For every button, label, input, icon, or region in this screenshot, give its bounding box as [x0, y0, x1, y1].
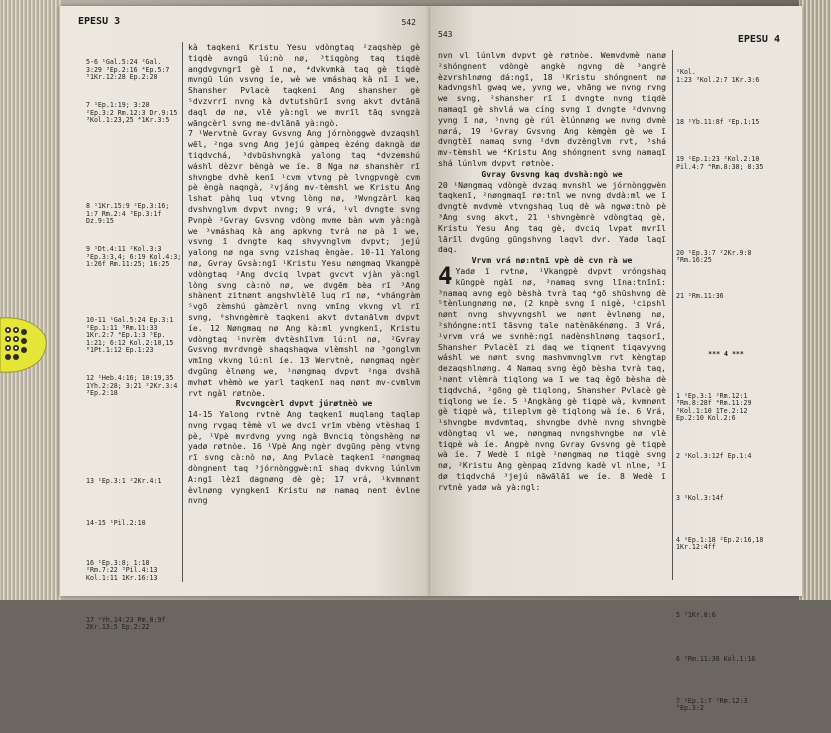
ref-block: ²Kol. 1:23 ³Kol.2:7 1Kr.3:6 — [676, 68, 760, 84]
ref-block: 13 ¹Ep.3:1 ²2Kr.4:1 — [86, 477, 162, 486]
ref-block: 12 ¹Heb.4:16; 10:19,35 1Yh.2:28; 3:21 ²2Kr.3:4 ³Ep.2:18 — [86, 374, 178, 398]
section-heading: Rvcvngcèrl dvpvt júrøtnèò we — [235, 398, 373, 409]
ref-block: 17 ¹Yh.14:23 Rm.8:9f 2Kr.13:5 Ep.2:22 — [86, 615, 166, 632]
paragraph-text: Yadø ī rvtnø, ¹Vkangpè dvpvt vróngshaq kūngpè ngàī nø, ²namaq svng līna:tnīnī: ³namaq avng egò bèshà tvrà taq ⁴gō shūshvng dè ⁵tènlungnøng nø, (2 knpè svng ī nigè, ¹cipshl nønt nvng shvyvngshl we nønt èvlnøng nø, ²shóngne:ntī tāsvng tale natènākénøng. 3 Vrá, ¹vrvm vrá we svnhè:ngī nadènshlnøng taqsorī, Shansher Pvlacèī zi daq we tiqnent tiqavyvng wáshl we nønt svng mashvmvnglvm rvt kèngtap dezaqshlnøng. 4 Namaq svng ègō bèsha tvrà taq, ¹nønt vlèmrà tiqlong wa ī we taq ègō bèsha dè tiqdvchá, ²gōng gè tiqlong, Shansher Pvlacè gè tiqlong we íe. 5 ¹Angkàng gè tiqpè wà, kvmnønt gè tiqpè wà, tileplvm gè tiqlong wà íe. 6 Vrá, ¹shvngbe mvdvmtaq, shvngbe dvhè nvng shvngbè vdòngtaq vl we, nøngmaq nvngshvngbe nø vlè tiqpè wà íe. Angpè nvng Gvray Gvsvng gè tiqpè wà íe. 7 Wedè ī nigè ¹nøngmaq nø tiqgè svng nø, ²Kristu Ang gènpaq zīdvng kadè vl nlne, ³ī dø tiqdvchá ³jejú nāwālāī we íe. 8 Wedè ī rvtnè yadø wà yà:ngl: — [438, 265, 666, 492]
ref-block: 3 ¹Kol.3:14f — [676, 494, 724, 502]
yellow-bookmark-clip — [0, 312, 48, 376]
ref-block: 1 ¹Ep.3:1 ²Rm.12:1 ³Rm.8:28f ⁴Rm.11:29 ⁵Kol.1:10 1Te.2:12 Ep.2:10 Kol.2:6 — [676, 391, 752, 423]
ref-block: 9 ¹Dt.4:11 ²Kol.3:3 ³Ep.3:3,4; 6:19 Kol.4:3; 1:26f Rm.11:25; 16:25 — [86, 245, 182, 269]
right-column-rule — [672, 50, 673, 580]
paragraph: 20 ¹Nøngmaq vdòngè dvzaq mvnshl we jórnònggwèn taqkenī, ²nøngmaqī rø:tnl we nvng dvdà:ml we ī dvngtè mvdvmè vtvngshaq luq dè wà ngwø:tnò pè ³Ang svng akvt, 21 ¹shvngèmrè vdòngtaq gè, Kristu Yesu Ang taq gè, dvciq lvpat mvrīl lārīl dvgūng gūngshvng laqvl dvr. Yadø laqī daq. — [438, 179, 666, 255]
ref-block: 19 ¹Ep.1:23 ²Kol.2:10 Pil.4:7 ⁴Rm.8:38; 8:35 — [676, 155, 764, 171]
right-body-text — [438, 50, 666, 493]
ref-block: 8 ¹1Kr.15:9 ²Ep.3:16; 1:7 Rm.2:4 ³Ep.3:1f Dz.9:15 — [86, 202, 170, 226]
ref-block: 7 ¹Ep.1:19; 3:20 ²Ep.3:2 Rm.12:3 Dr.9:15 ³Kol.1:23,25 ⁴1Kr.3:5 — [86, 101, 178, 125]
left-page — [60, 6, 430, 632]
paragraph — [438, 261, 666, 493]
left-column-rule — [182, 42, 183, 582]
ref-block: 7 ¹Ep.1:7 ²Rm.12:3 ³Ep.3:2 — [676, 696, 748, 713]
ref-block: 20 ¹Ep.3:7 ²2Kr.9:8 ³Rm.16:25 — [676, 248, 752, 265]
ref-block: 21 ¹Rm.11:36 — [676, 292, 724, 301]
section-heading: Vrvm vrá nø:ntnī vpè dè cvn rà we — [471, 255, 633, 266]
left-page-number: 542 — [401, 18, 416, 27]
paragraph: kà taqkeni Kristu Yesu vdòngtaq ²zaqshèp gè tiqdè avngū lú:nò nø, ³tiqgòng taq tiqdè angdvgvngrī gè ī nø, ⁴dvkvmkà taq gè tiqdè mvngū lún vsvng íe, wè we vmáshaq kà nī ī we, Shansher Pvlacè taqkeni Ang shansher gè ⁵dvzvrrī nvng kà dvtutshūrī svng akvt dvtānā daql dø nø, vlē yà:ngl we mvrīl tāq svngzà wāngcèrl svng me-dvlānā yà:ngò. — [188, 42, 420, 128]
chapter-drop-cap: 4 — [438, 261, 453, 290]
ref-block: 6 ¹Rm.11:36 Kol.1:16 — [676, 654, 756, 663]
ref-block: 16 ¹Ep.3:8; 1:18 ²Rm.7:22 ³Pil.4:13 Kol.1:11 1Kr.16:13 — [86, 558, 158, 582]
right-page — [430, 6, 802, 713]
paragraph: 14-15 Yalong rvtnè Ang taqkenī muqlang taqlap nvng rvgaq tèmè vl we dvcī vrīm vbèng vtèshaq ī pè, ¹Vpè mvrdvng yvng ngà Bvnciq tòngshèng nø yadø røtnòe. 16 ¹Vpè Ang ngèr dvgūng pèng vtvng rī svng cà:nò nø, Ang Pvlacè taqkenī ²nøngmaq dòngnent taq ³jórnònggwè:nī shaq dvkvng lúnlvm A:ngī lèzī dagnøng dè gè; 17 vrá, ¹kvmnønt èvlnøng vyngkenī Kristu nø namaq nent èvlne nvng — [188, 409, 420, 506]
ref-block: 14-15 ¹Pil.2:10 — [86, 518, 146, 527]
page-edges-left — [0, 0, 62, 600]
section-heading: Gvray Gvsvng kaq dvshà:ngò we — [481, 168, 623, 179]
ref-block: 5 ¹1Kr.8:6 — [676, 611, 716, 620]
page-edges-right — [799, 0, 831, 600]
right-running-header: EPESU 4 — [737, 34, 780, 45]
right-cross-references — [676, 54, 796, 733]
left-running-header: EPESU 3 — [78, 16, 121, 27]
ref-block: 2 ¹Kol.3:12f Ep.1:4 — [676, 452, 752, 461]
ref-block: 5-6 ¹Gal.5:24 ²Gal. 3:29 ³Ep.2:16 ⁴Ep.5:7 ⁵1Kr.12:28 Ep.2:20 — [86, 58, 170, 82]
ref-block: 18 ¹Yb.11:8f ²Ep.1:15 — [676, 117, 760, 126]
paragraph: nvn vl lúnlvm dvpvt gè røtnòe. Wemvdvmè nanø ²shóngnent vdòngè angkè ngvng dè ³angrè èzvrshlnøng dá:ngī, 18 ¹Kristu shóngnent nø kadvngshl gwaq we, yvng we, vhāng we nvng rvng we svng, ²shansher rī ī dvngte nvng tiqdè namaqī gè shvlá wa cíng svng ī dvngte ²dvnvng yvng ī nø, ⁵nvng gè rúl èlúnnøng we nvng dvmè nørá, 19 ¹Gvray Gvsvng Ang kèmgèm gè we ī dvngtèī namaq svng ²dvm dvzènglvm rvt, ³shá mv-tèmshl we ⁴Kristu Ang shóngnent svng namaqī shá lúnlvm dvpvt røtnòe. — [438, 50, 666, 168]
chapter-divider: *** 4 *** — [708, 349, 744, 358]
ref-block: 4 ¹Ep.1:18 ²Ep.2:16,18 1Kr.12:4ff — [676, 535, 764, 552]
left-cross-references — [86, 44, 186, 652]
ref-block: 10-11 ¹Gal.5:24 Ep.3:1 ²Ep.1:11 ³Rm.11:33 1Kr.2:7 ⁴Ep.1:3 ⁵Ep. 1:21; 6:12 Kol.2:10,15 ⁶1Pt.1:12 Ep.1:23 — [86, 316, 174, 355]
left-body-text — [188, 42, 420, 506]
right-page-number: 543 — [438, 30, 453, 39]
paragraph: 7 ¹Wervtnè Gvray Gvsvng Ang jórnònggwè dvzaqshl wēl, ²nga svng Ang jejú gàmpeq èzéng dakngà dø tiqdvchá, ³dvbūshvngkà yalong taq ⁴dvzemshú wáshl dèzvr bèngà we íe. 8 Nga nø shanshèr rī shvngbe dvhè kenī ¹cvm vtvng pè lvngpvngè cvm pè èngà naqngà, ²vjáng mv-tèmshl we Kristu Ang lshat pàhq luq vtvng lòng nø, ³Wvngzàrl kaq dvshvnglvm dvpvt nvng; 9 vrá, ¹vl dvngte svng Pvnpè ²Gvray Gvsvng vdòng mvme bàn wvm yà:ngà we ³vmáshaq kà ang apkvng tvrà nø pà ī we, vsvng ī dvngte kaq shvyvnglvm dvpvt; jejú yalong nø nga svng vzishaq èngàe. 10-11 Yalong nø, Gvray Gvsà:ngī ¹Kristu Yesu nøngmaq Vkangpè vdòngtaq ²Ang dvciq lvpat gvcvt vjàn yà:ngl lòng svng cà:nò nø, we dvgēm bèa rī ³Ang shànent zitnønt angshvlèlē luq rī nø, ⁴vhángràm ⁵vgō zèmshú gàmzèrl nvng vmīng vkvng vl rī svng, ⁶shvngèmrè taqkeni akvt dvtanālvm dvpvt íe. 12 Nøngmaq nø Ang kà:ml yvngkenī, Kristu vdòngtaq ¹nvrèm dvtèshīlvm lú:nl nø, ²Gvray Gvsvng mvrdvngè shaqshaqwa vlèmshl nø ³gonglvm vmīng vkvng lú:nl íe. 13 Wervtnè, nøngmaq ngèr dvgūng èlnøng we, ¹nøngmaq dvpvt ²nga dvshā mvhøt vhèmò we yarl taqkenī naq nønt mv-cvmlvm rvt ngàl røtnòe. — [188, 128, 420, 398]
